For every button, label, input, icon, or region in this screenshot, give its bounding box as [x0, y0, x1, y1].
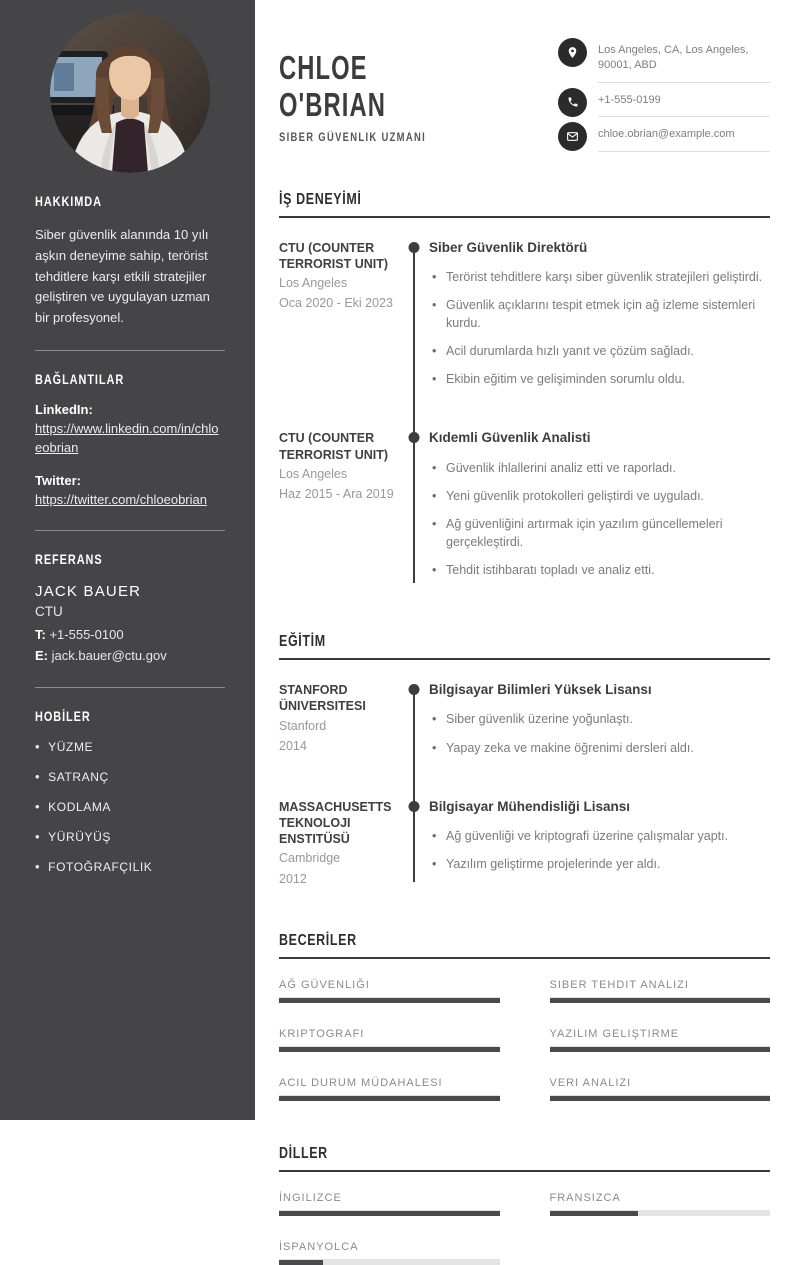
- experience-entry-content: [429, 430, 770, 589]
- skill-bar-fill: [550, 1096, 771, 1101]
- degree-name: Bilgisayar Mühendisliği Lisansı: [429, 798, 631, 814]
- hobby-item: • FOTOĞRAFÇILIK: [35, 859, 225, 874]
- links-heading: BAĞLANTILAR: [35, 370, 125, 387]
- timeline-dot: [409, 801, 420, 812]
- company-location: Los Angeles: [279, 466, 348, 481]
- experience-entry-meta: [279, 430, 399, 589]
- skill-label: SIBER TEHDIT ANALIZI: [550, 979, 771, 998]
- skill-bar-fill: [279, 1047, 500, 1052]
- contact-email-row: [558, 122, 770, 151]
- degree-bullet: • Siber güvenlik üzerine yoğunlaştı.: [429, 710, 770, 728]
- experience-entry-meta: [279, 240, 399, 399]
- reference-email-value: jack.bauer@ctu.gov: [51, 648, 167, 664]
- graduation-year: 2012: [279, 871, 307, 886]
- hobby-item: • YÜRÜYÜŞ: [35, 829, 225, 844]
- education-entry: [279, 799, 770, 888]
- skill-item: [550, 1077, 771, 1101]
- skills-heading: BECERİLER: [279, 931, 357, 949]
- hobbies-heading: HOBİLER: [35, 708, 91, 725]
- employment-dates: Oca 2020 - Eki 2023: [279, 296, 393, 311]
- first-name: CHLOE: [279, 49, 368, 86]
- job-bullet: • Güvenlik ihlallerini analiz etti ve raporladı.: [429, 459, 770, 477]
- linkedin-link-block: [35, 402, 225, 458]
- contact-email: chloe.obrian@example.com: [598, 122, 770, 151]
- section-rule: [279, 1170, 770, 1172]
- employment-dates: Haz 2015 - Ara 2019: [279, 487, 394, 501]
- sidebar-divider: [35, 687, 225, 688]
- degree-bullet: • Yazılım geliştirme projelerinde yer aldı.: [429, 855, 770, 873]
- job-bullet: • Yeni güvenlik protokolleri geliştirdi ve uyguladı.: [429, 487, 770, 505]
- language-bar-fill: [279, 1211, 500, 1216]
- skill-label: ACIL DURUM MÜDAHALESI: [279, 1077, 500, 1096]
- skill-bar-fill: [550, 1047, 771, 1052]
- school-name: STANFORD ÜNIVERSITESI: [279, 683, 366, 714]
- location-pin-icon: [558, 38, 587, 67]
- contact-phone: +1-555-0199: [598, 88, 770, 117]
- timeline-dot-cell: [399, 240, 429, 399]
- hobby-item: • KODLAMA: [35, 799, 225, 814]
- section-rule: [279, 957, 770, 959]
- job-bullets: [429, 268, 770, 389]
- language-label: İSPANYOLCA: [279, 1241, 500, 1260]
- experience-entry-content: [429, 240, 770, 399]
- school-location: Stanford: [279, 718, 327, 733]
- company-name: CTU (COUNTER TERRORIST UNIT): [279, 431, 389, 462]
- languages-heading: DİLLER: [279, 1144, 328, 1162]
- skill-bar: [279, 1096, 500, 1101]
- job-role: Kıdemli Güvenlik Analisti: [429, 430, 591, 446]
- degree-bullets: [429, 827, 770, 873]
- school-name: MASSACHUSETTS TEKNOLOJI ENSTITÜSÜ: [279, 799, 392, 847]
- skill-label: KRIPTOGRAFI: [279, 1028, 500, 1047]
- school-location: Cambridge: [279, 851, 341, 866]
- skills-section: [279, 932, 770, 1101]
- sidebar-divider: [35, 350, 225, 351]
- reference-phone-label: T:: [35, 627, 46, 643]
- last-name: O'BRIAN: [279, 85, 386, 123]
- section-rule: [279, 216, 770, 218]
- timeline-dot: [409, 432, 420, 443]
- skill-bar: [550, 998, 771, 1003]
- job-bullet: • Ağ güvenliğini artırmak için yazılım güncellemeleri gerçekleştirdi.: [429, 515, 770, 551]
- skill-bar-fill: [279, 1096, 500, 1101]
- email-icon: [558, 122, 587, 151]
- contact-location: Los Angeles, CA, Los Angeles, 90001, ABD: [598, 38, 770, 83]
- education-entry: [279, 682, 770, 766]
- contact-location-row: [558, 38, 770, 83]
- skill-bar-fill: [550, 998, 771, 1003]
- education-entry-meta: [279, 682, 399, 766]
- experience-entry: [279, 240, 770, 399]
- language-bar-fill: [550, 1211, 638, 1216]
- education-section: [279, 633, 770, 887]
- job-bullet: • Terörist tehditlere karşı siber güvenlik stratejileri geliştirdi.: [429, 268, 770, 286]
- degree-bullets: [429, 710, 770, 756]
- contact-block: [558, 38, 770, 157]
- job-bullet: • Tehdit istihbaratı topladı ve analiz etti.: [429, 561, 770, 579]
- education-entry-content: [429, 799, 770, 888]
- reference-section: [35, 551, 225, 688]
- education-entry-meta: [279, 799, 399, 888]
- hobbies-section: [35, 708, 225, 874]
- hobby-item: • SATRANÇ: [35, 769, 225, 784]
- language-label: FRANSIZCA: [550, 1192, 771, 1211]
- language-bar: [550, 1211, 771, 1216]
- job-bullet: • Acil durumlarda hızlı yanıt ve çözüm sağladı.: [429, 342, 770, 360]
- name-block: [279, 38, 458, 157]
- skill-label: YAZILIM GELIŞTIRME: [550, 1028, 771, 1047]
- skills-grid: [279, 979, 770, 1101]
- skill-bar: [279, 998, 500, 1003]
- twitter-link-block: [35, 473, 225, 510]
- company-name: CTU (COUNTER TERRORIST UNIT): [279, 240, 389, 271]
- job-bullet: • Ekibin eğitim ve gelişiminden sorumlu oldu.: [429, 370, 770, 388]
- reference-name: JACK BAUER: [35, 583, 142, 601]
- job-title: SIBER GÜVENLIK UZMANI: [279, 131, 427, 144]
- experience-section: [279, 191, 770, 590]
- skill-bar-fill: [279, 998, 500, 1003]
- job-role: Siber Güvenlik Direktörü: [429, 239, 588, 255]
- about-section: [35, 193, 225, 351]
- contact-phone-row: [558, 88, 770, 117]
- skill-item: [550, 979, 771, 1003]
- degree-name: Bilgisayar Bilimleri Yüksek Lisansı: [429, 682, 652, 698]
- twitter-url-link[interactable]: https://twitter.com/chloeobrian: [35, 491, 207, 507]
- skill-item: [279, 1077, 500, 1101]
- linkedin-url-link[interactable]: https://www.linkedin.com/in/chloeobrian: [35, 420, 219, 456]
- avatar: [50, 13, 210, 173]
- degree-bullet: • Ağ güvenliği ve kriptografi üzerine çalışmalar yaptı.: [429, 827, 770, 845]
- timeline-dot-cell: [399, 430, 429, 589]
- main-content: [255, 0, 794, 1253]
- skill-label: VERI ANALIZI: [550, 1077, 771, 1096]
- twitter-label: Twitter:: [35, 472, 81, 488]
- hobby-item: • YÜZME: [35, 739, 225, 754]
- experience-entry: [279, 430, 770, 589]
- skill-bar: [279, 1047, 500, 1052]
- linkedin-label: LinkedIn:: [35, 401, 93, 417]
- timeline-dot-cell: [399, 682, 429, 766]
- language-label: İNGILIZCE: [279, 1192, 500, 1211]
- about-text: Siber güvenlik alanında 10 yılı aşkın deneyime sahip, terörist tehditlere karşı etkili stratejiler geliştiren ve uygulayan uzman bir profesyonel.: [35, 227, 210, 326]
- language-item: [550, 1192, 771, 1216]
- timeline-dot-cell: [399, 799, 429, 888]
- avatar-photo-illustration: [50, 13, 210, 173]
- links-section: [35, 371, 225, 532]
- company-location: Los Angeles: [279, 276, 348, 291]
- sidebar-divider: [35, 530, 225, 531]
- graduation-year: 2014: [279, 738, 307, 753]
- language-bar: [279, 1260, 500, 1265]
- reference-phone-value: +1-555-0100: [49, 627, 124, 643]
- education-entries: [279, 682, 770, 887]
- skill-item: [279, 1028, 500, 1052]
- education-entry-content: [429, 682, 770, 766]
- degree-bullet: • Yapay zeka ve makine öğrenimi dersleri aldı.: [429, 739, 770, 757]
- job-bullets: [429, 459, 770, 580]
- resume-header: [279, 38, 770, 157]
- sidebar: [0, 0, 255, 1120]
- reference-heading: REFERANS: [35, 551, 103, 568]
- language-bar-fill: [279, 1260, 323, 1265]
- reference-company: CTU: [35, 604, 63, 620]
- about-heading: HAKKIMDA: [35, 193, 102, 209]
- skill-item: [550, 1028, 771, 1052]
- language-bar: [279, 1211, 500, 1216]
- language-item: [279, 1241, 500, 1265]
- reference-phone: [35, 626, 225, 645]
- skill-bar: [550, 1096, 771, 1101]
- timeline-dot: [409, 684, 420, 695]
- reference-email-label: E:: [35, 648, 48, 664]
- phone-icon: [558, 88, 587, 117]
- languages-grid: [279, 1192, 770, 1265]
- experience-heading: İŞ DENEYİMİ: [279, 190, 362, 208]
- education-heading: EĞİTİM: [279, 633, 326, 651]
- timeline-dot: [409, 242, 420, 253]
- experience-entries: [279, 240, 770, 590]
- hobby-list: [35, 739, 225, 874]
- skill-item: [279, 979, 500, 1003]
- section-rule: [279, 658, 770, 660]
- language-item: [279, 1192, 500, 1216]
- skill-label: AĞ GÜVENLIĞI: [279, 979, 500, 998]
- languages-section: [279, 1145, 770, 1265]
- reference-email: [35, 647, 225, 666]
- skill-bar: [550, 1047, 771, 1052]
- job-bullet: • Güvenlik açıklarını tespit etmek için ağ izleme sistemleri kurdu.: [429, 296, 770, 332]
